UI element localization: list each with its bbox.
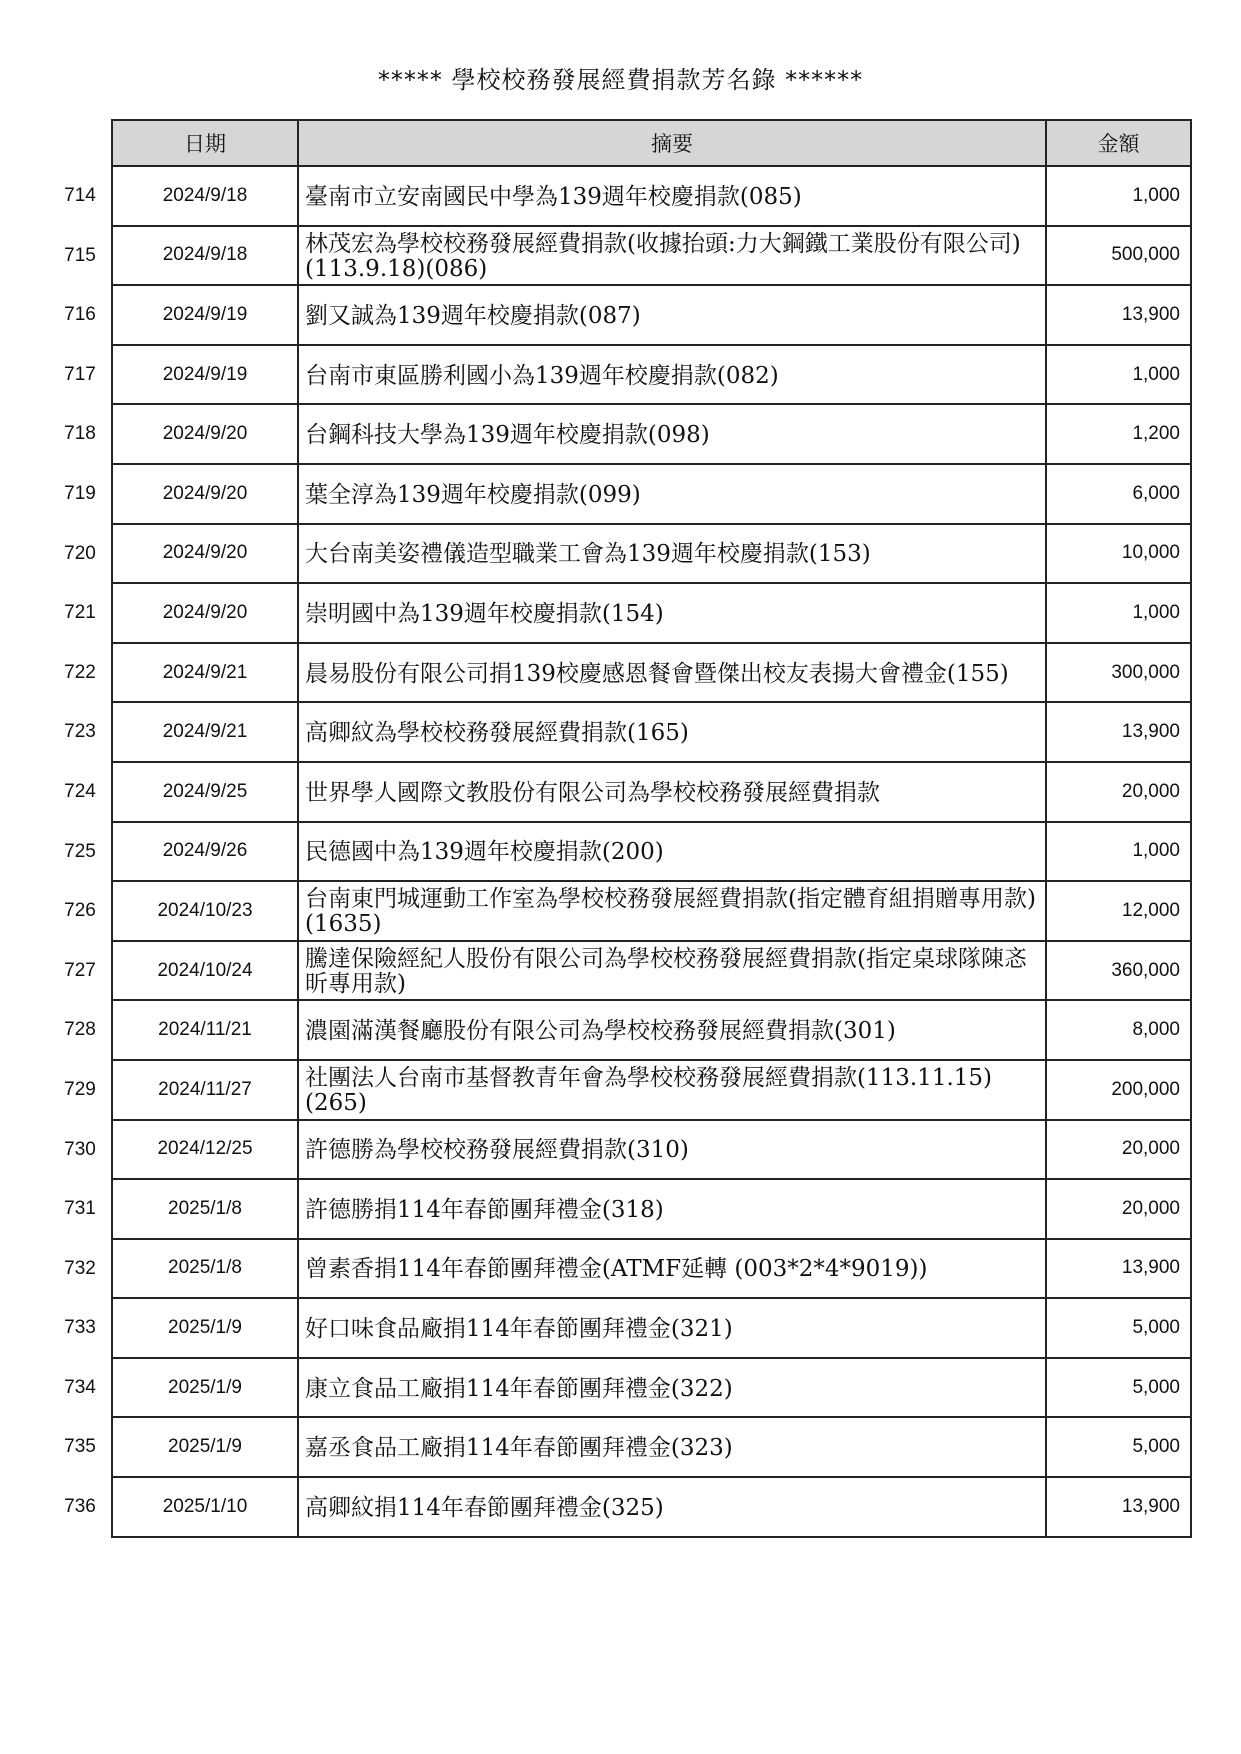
row-amount: 13,900 xyxy=(1046,702,1191,762)
row-number: 717 xyxy=(64,363,96,385)
row-date: 2024/9/21 xyxy=(112,702,298,762)
row-summary: 世界學人國際文教股份有限公司為學校校務發展經費捐款 xyxy=(298,762,1046,822)
table-row xyxy=(112,1239,1191,1299)
row-date: 2024/9/19 xyxy=(112,285,298,345)
table-row xyxy=(112,583,1191,643)
row-number: 734 xyxy=(64,1376,96,1398)
row-date: 2025/1/9 xyxy=(112,1298,298,1358)
row-amount: 20,000 xyxy=(1046,1179,1191,1239)
row-summary: 騰達保險經紀人股份有限公司為學校校務發展經費捐款(指定桌球隊陳忞昕專用款) xyxy=(298,941,1046,1001)
row-date: 2024/9/20 xyxy=(112,583,298,643)
row-summary: 高卿紋捐114年春節團拜禮金(325) xyxy=(298,1477,1046,1537)
row-summary: 許德勝捐114年春節團拜禮金(318) xyxy=(298,1179,1046,1239)
header-amount: 金額 xyxy=(1046,120,1191,166)
table-row xyxy=(112,524,1191,584)
row-number: 736 xyxy=(64,1496,96,1518)
row-amount: 1,000 xyxy=(1046,583,1191,643)
row-summary: 崇明國中為139週年校慶捐款(154) xyxy=(298,583,1046,643)
donation-table xyxy=(111,119,1192,1538)
table-row xyxy=(112,226,1191,286)
row-summary: 晨易股份有限公司捐139校慶感恩餐會暨傑出校友表揚大會禮金(155) xyxy=(298,643,1046,703)
table-row xyxy=(112,1120,1191,1180)
row-number: 716 xyxy=(64,304,96,326)
row-summary: 葉全淳為139週年校慶捐款(099) xyxy=(298,464,1046,524)
row-number: 724 xyxy=(64,780,96,802)
row-date: 2024/11/21 xyxy=(112,1000,298,1060)
table-row xyxy=(112,404,1191,464)
row-amount: 360,000 xyxy=(1046,941,1191,1001)
row-amount: 20,000 xyxy=(1046,762,1191,822)
row-amount: 10,000 xyxy=(1046,524,1191,584)
row-number: 722 xyxy=(64,661,96,683)
page-title: ***** 學校校務發展經費捐款芳名錄 ****** xyxy=(377,66,864,94)
row-summary: 林茂宏為學校校務發展經費捐款(收據抬頭:力大鋼鐵工業股份有限公司)(113.9.18)(086) xyxy=(298,226,1046,286)
row-amount: 1,200 xyxy=(1046,404,1191,464)
row-amount: 5,000 xyxy=(1046,1358,1191,1418)
table-row xyxy=(112,464,1191,524)
row-amount: 300,000 xyxy=(1046,643,1191,703)
row-date: 2024/9/20 xyxy=(112,524,298,584)
row-amount: 500,000 xyxy=(1046,226,1191,286)
row-number: 732 xyxy=(64,1257,96,1279)
table-row xyxy=(112,1060,1191,1120)
table-row xyxy=(112,1000,1191,1060)
row-number: 715 xyxy=(64,244,96,266)
row-date: 2024/9/21 xyxy=(112,643,298,703)
row-number: 731 xyxy=(64,1198,96,1220)
row-amount: 13,900 xyxy=(1046,285,1191,345)
row-date: 2024/9/19 xyxy=(112,345,298,405)
row-amount: 1,000 xyxy=(1046,345,1191,405)
table-row xyxy=(112,166,1191,226)
row-date: 2025/1/9 xyxy=(112,1417,298,1477)
row-summary: 嘉丞食品工廠捐114年春節團拜禮金(323) xyxy=(298,1417,1046,1477)
row-number: 721 xyxy=(64,602,96,624)
row-number: 728 xyxy=(64,1019,96,1041)
row-amount: 5,000 xyxy=(1046,1298,1191,1358)
row-number: 719 xyxy=(64,482,96,504)
row-summary: 民德國中為139週年校慶捐款(200) xyxy=(298,822,1046,882)
row-date: 2024/9/20 xyxy=(112,404,298,464)
row-summary: 台南市東區勝利國小為139週年校慶捐款(082) xyxy=(298,345,1046,405)
row-amount: 1,000 xyxy=(1046,822,1191,882)
table-row xyxy=(112,1417,1191,1477)
row-summary: 社團法人台南市基督教青年會為學校校務發展經費捐款(113.11.15)(265) xyxy=(298,1060,1046,1120)
table-row xyxy=(112,1477,1191,1537)
row-date: 2025/1/10 xyxy=(112,1477,298,1537)
table-row xyxy=(112,762,1191,822)
table-row xyxy=(112,643,1191,703)
row-date: 2025/1/8 xyxy=(112,1239,298,1299)
row-date: 2024/12/25 xyxy=(112,1120,298,1180)
row-number: 729 xyxy=(64,1078,96,1100)
row-amount: 13,900 xyxy=(1046,1477,1191,1537)
row-date: 2024/9/26 xyxy=(112,822,298,882)
row-summary: 濃園滿漢餐廳股份有限公司為學校校務發展經費捐款(301) xyxy=(298,1000,1046,1060)
row-summary: 台南東門城運動工作室為學校校務發展經費捐款(指定體育組捐贈專用款)(1635) xyxy=(298,881,1046,941)
row-summary: 高卿紋為學校校務發展經費捐款(165) xyxy=(298,702,1046,762)
row-date: 2024/9/18 xyxy=(112,226,298,286)
row-amount: 13,900 xyxy=(1046,1239,1191,1299)
table-row xyxy=(112,941,1191,1001)
table-row xyxy=(112,1358,1191,1418)
row-summary: 好口味食品廠捐114年春節團拜禮金(321) xyxy=(298,1298,1046,1358)
row-date: 2024/11/27 xyxy=(112,1060,298,1120)
row-number: 733 xyxy=(64,1317,96,1339)
row-amount: 200,000 xyxy=(1046,1060,1191,1120)
table-row xyxy=(112,1179,1191,1239)
row-number: 714 xyxy=(64,185,96,206)
row-date: 2024/9/20 xyxy=(112,464,298,524)
header-date: 日期 xyxy=(112,120,298,166)
table-row xyxy=(112,1298,1191,1358)
table-row xyxy=(112,822,1191,882)
row-number: 723 xyxy=(64,721,96,743)
row-amount: 12,000 xyxy=(1046,881,1191,941)
row-summary: 曾素香捐114年春節團拜禮金(ATMF延轉 (003*2*4*9019)) xyxy=(298,1239,1046,1299)
row-date: 2024/9/25 xyxy=(112,762,298,822)
row-amount: 8,000 xyxy=(1046,1000,1191,1060)
row-summary: 臺南市立安南國民中學為139週年校慶捐款(085) xyxy=(298,166,1046,226)
row-date: 2025/1/9 xyxy=(112,1358,298,1418)
row-number: 735 xyxy=(64,1436,96,1458)
row-amount: 1,000 xyxy=(1046,166,1191,226)
row-number: 718 xyxy=(64,423,96,445)
row-summary: 劉又誠為139週年校慶捐款(087) xyxy=(298,285,1046,345)
row-number: 730 xyxy=(64,1138,96,1160)
row-amount: 5,000 xyxy=(1046,1417,1191,1477)
row-number: 726 xyxy=(64,900,96,922)
table-row xyxy=(112,345,1191,405)
row-summary: 大台南美姿禮儀造型職業工會為139週年校慶捐款(153) xyxy=(298,524,1046,584)
table-row xyxy=(112,881,1191,941)
row-summary: 康立食品工廠捐114年春節團拜禮金(322) xyxy=(298,1358,1046,1418)
row-date: 2024/10/24 xyxy=(112,941,298,1001)
header-summary: 摘要 xyxy=(298,120,1046,166)
row-date: 2025/1/8 xyxy=(112,1179,298,1239)
table-header-row xyxy=(112,120,1191,166)
row-summary: 許德勝為學校校務發展經費捐款(310) xyxy=(298,1120,1046,1180)
table-row xyxy=(112,285,1191,345)
row-amount: 20,000 xyxy=(1046,1120,1191,1180)
table-row xyxy=(112,702,1191,762)
row-number: 720 xyxy=(64,542,96,564)
row-date: 2024/10/23 xyxy=(112,881,298,941)
row-number: 727 xyxy=(64,959,96,981)
row-summary: 台鋼科技大學為139週年校慶捐款(098) xyxy=(298,404,1046,464)
row-date: 2024/9/18 xyxy=(112,166,298,226)
row-amount: 6,000 xyxy=(1046,464,1191,524)
row-number: 725 xyxy=(64,840,96,862)
